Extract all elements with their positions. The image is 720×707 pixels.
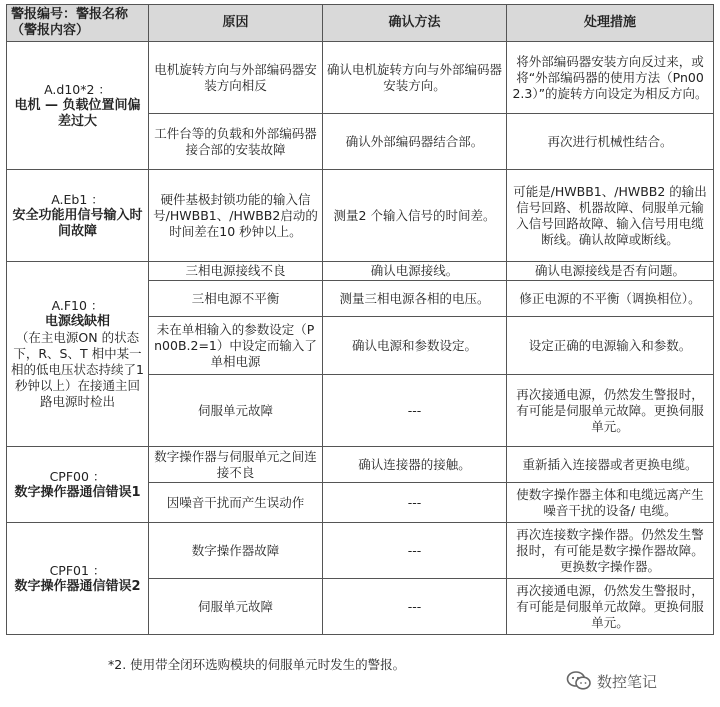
action-cell: 修正电源的不平衡（调换相位）。 bbox=[507, 281, 714, 317]
check-cell: 测量2 个输入信号的时间差。 bbox=[323, 170, 507, 262]
alarm-name: 电源线缺相 bbox=[44, 314, 110, 329]
alarm-code: A.d10*2 ： bbox=[44, 81, 111, 97]
table-row bbox=[7, 42, 714, 114]
action-cell: 使数字操作器主体和电缆远离产生噪音干扰的设备/ 电缆。 bbox=[507, 483, 714, 523]
check-cell: 确认电机旋转方向与外部编码器安装方向。 bbox=[323, 42, 507, 114]
header-alarm-code: 警报编号：警报名称（警报内容） bbox=[7, 5, 149, 42]
alarm-code: CPF01 ： bbox=[49, 562, 106, 578]
check-cell: --- bbox=[323, 579, 507, 635]
cause-cell: 工件台等的负载和外部编码器接合部的安装故障 bbox=[149, 114, 323, 170]
alarm-code: A.Eb1 ： bbox=[51, 191, 104, 207]
alarm-code-cell bbox=[7, 170, 149, 262]
cause-cell: 数字操作器故障 bbox=[149, 523, 323, 579]
alarm-code: A.F10 ： bbox=[51, 298, 104, 313]
alarm-code-cell bbox=[7, 262, 149, 447]
check-cell: --- bbox=[323, 375, 507, 447]
cause-cell: 三相电源接线不良 bbox=[149, 262, 323, 281]
action-cell: 重新插入连接器或者更换电缆。 bbox=[507, 447, 714, 483]
wechat-official-account-icon bbox=[566, 670, 592, 692]
alarm-name: 数字操作器通信错误2 bbox=[14, 578, 141, 594]
check-cell: 确认电源和参数设定。 bbox=[323, 317, 507, 375]
cause-cell: 电机旋转方向与外部编码器安装方向相反 bbox=[149, 42, 323, 114]
action-cell: 确认电源接线是否有问题。 bbox=[507, 262, 714, 281]
table-row bbox=[7, 170, 714, 262]
cause-cell: 硬件基极封锁功能的输入信号/HWBB1、/HWBB2启动的时间差在10 秒钟以上。 bbox=[149, 170, 323, 262]
watermark-text: 数控笔记 bbox=[597, 672, 658, 691]
alarm-name: 安全功能用信号输入时间故障 bbox=[12, 207, 143, 239]
table-row bbox=[7, 447, 714, 483]
check-cell: --- bbox=[323, 523, 507, 579]
header-cause: 原因 bbox=[149, 5, 323, 42]
table-header-row bbox=[7, 5, 714, 42]
header-action: 处理措施 bbox=[507, 5, 714, 42]
alarm-note: （在主电源ON 的状态下，R、S、T 相中某一相的低电压状态持续了1 秒钟以上）在接通主回路电源时检出 bbox=[11, 330, 144, 409]
action-cell: 可能是/HWBB1、/HWBB2 的输出信号回路、机器故障、伺服单元输入信号回路故障、输入信号用电缆断线。确认故障或断线。 bbox=[507, 170, 714, 262]
check-cell: 确认电源接线。 bbox=[323, 262, 507, 281]
check-cell: 确认外部编码器结合部。 bbox=[323, 114, 507, 170]
cause-cell: 伺服单元故障 bbox=[149, 579, 323, 635]
action-cell: 将外部编码器安装方向反过来，或将“外部编码器的使用方法（Pn002.3）”的旋转方向设定为相反方向。 bbox=[507, 42, 714, 114]
action-cell: 再次连接数字操作器。仍然发生警报时，有可能是数字操作器故障。更换数字操作器。 bbox=[507, 523, 714, 579]
cause-cell: 因噪音干扰而产生误动作 bbox=[149, 483, 323, 523]
action-cell: 再次接通电源，仍然发生警报时，有可能是伺服单元故障。更换伺服单元。 bbox=[507, 579, 714, 635]
action-cell: 再次进行机械性结合。 bbox=[507, 114, 714, 170]
header-check-method: 确认方法 bbox=[323, 5, 507, 42]
check-cell: --- bbox=[323, 483, 507, 523]
check-cell: 测量三相电源各相的电压。 bbox=[323, 281, 507, 317]
cause-cell: 三相电源不平衡 bbox=[149, 281, 323, 317]
alarm-code-cell bbox=[7, 447, 149, 523]
check-cell: 确认连接器的接触。 bbox=[323, 447, 507, 483]
watermark bbox=[566, 670, 657, 692]
cause-cell: 伺服单元故障 bbox=[149, 375, 323, 447]
alarm-name: 数字操作器通信错误1 bbox=[14, 484, 141, 500]
alarm-table bbox=[6, 4, 714, 635]
alarm-name: 电机 — 负载位置间偏差过大 bbox=[14, 97, 141, 129]
table-row bbox=[7, 262, 714, 281]
action-cell: 设定正确的电源输入和参数。 bbox=[507, 317, 714, 375]
table-row bbox=[7, 523, 714, 579]
footnote: *2. 使用带全闭环选购模块的伺服单元时发生的警报。 bbox=[108, 657, 406, 672]
action-cell: 再次接通电源，仍然发生警报时，有可能是伺服单元故障。更换伺服单元。 bbox=[507, 375, 714, 447]
alarm-code-cell bbox=[7, 523, 149, 635]
alarm-code-cell bbox=[7, 42, 149, 170]
alarm-code: CPF00 ： bbox=[49, 468, 106, 484]
cause-cell: 数字操作器与伺服单元之间连接不良 bbox=[149, 447, 323, 483]
cause-cell: 未在单相输入的参数设定（Pn00B.2=1）中设定而输入了单相电源 bbox=[149, 317, 323, 375]
